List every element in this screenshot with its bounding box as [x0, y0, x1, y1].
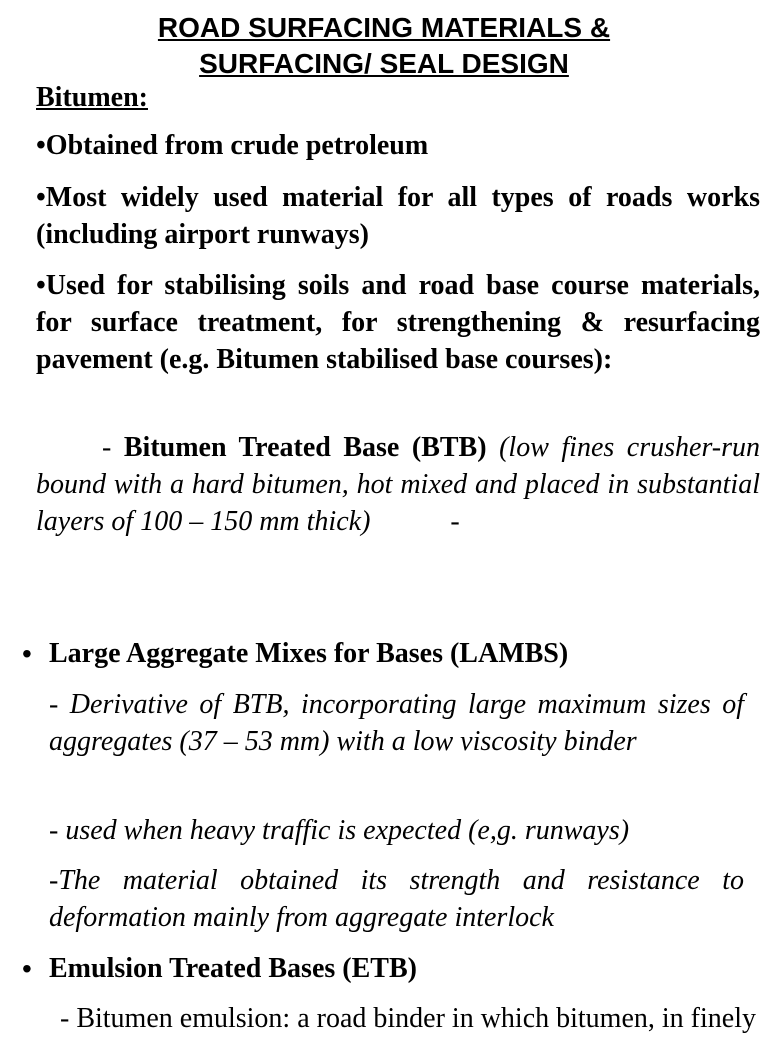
- etb-line-emulsion: - Bitumen emulsion: a road binder in which bitumen, in finely: [60, 1003, 756, 1034]
- lambs-line-material: -The material obtained its strength and resistance to deformation mainly from aggregate interlock: [49, 865, 744, 933]
- lambs-bullet: •: [22, 638, 32, 669]
- etb-heading: Emulsion Treated Bases (ETB): [49, 953, 417, 984]
- lambs-heading: Large Aggregate Mixes for Bases (LAMBS): [49, 638, 569, 669]
- point-stabilising: •Used for stabilising soils and road base course materials, for surface treatment, for strengthening & resurfacing pavement (e.g. Bitumen stabilised base courses):: [36, 270, 760, 375]
- lambs-line-derivative: - Derivative of BTB, incorporating large maximum sizes of aggregates (37 – 53 mm) with a low viscosity binder: [49, 689, 744, 757]
- btb-description: (low fines crusher-run bound with a hard bitumen, hot mixed and placed in substantial layers of 100 – 150 mm thick): [36, 432, 761, 537]
- btb-paragraph: [36, 429, 760, 540]
- btb-dash: -: [102, 432, 124, 463]
- page-title-line-2: SURFACING/ SEAL DESIGN: [199, 48, 569, 79]
- point-obtained: •Obtained from crude petroleum: [36, 130, 429, 161]
- page-title-line-1: ROAD SURFACING MATERIALS &: [157, 12, 611, 43]
- btb-term: Bitumen Treated Base (BTB): [123, 432, 487, 463]
- btb-trailing-dash: -: [450, 506, 460, 537]
- etb-bullet: •: [22, 953, 32, 984]
- lambs-line-heavy-traffic: - used when heavy traffic is expected (e,g. runways): [49, 815, 630, 846]
- point-widely-used: •Most widely used material for all types of roads works (including airport runways): [36, 182, 760, 250]
- section-heading-bitumen: Bitumen:: [36, 82, 148, 113]
